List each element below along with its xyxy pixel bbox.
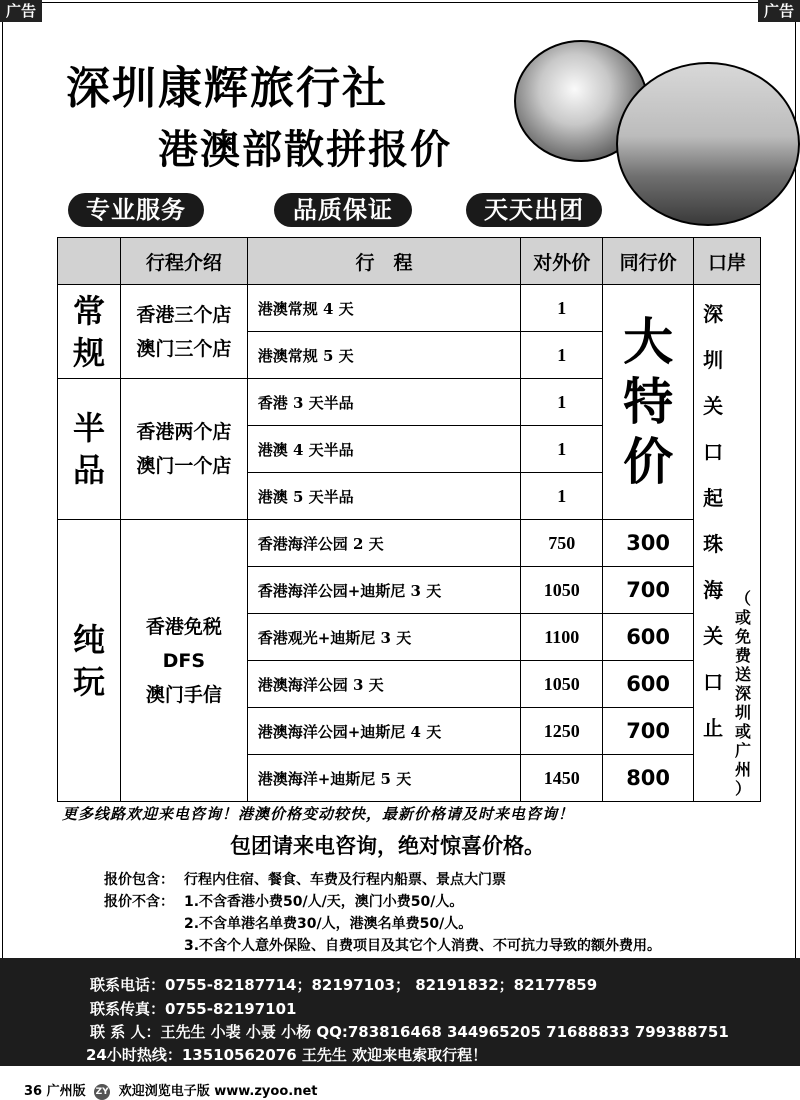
- contact-phone: 联系电话：0755-82187714；82197103； 82191832；82177859: [90, 976, 598, 994]
- page-footer: [24, 1080, 318, 1100]
- peer-price-cell: 300: [603, 520, 694, 567]
- port-note-char: 圳: [735, 703, 752, 722]
- public-price-cell: 1: [521, 426, 603, 473]
- peer-price-cell: 600: [603, 661, 694, 708]
- port-char: 圳: [703, 348, 724, 372]
- desc-line: 澳门一个店: [136, 455, 232, 477]
- quote-subtitle: 港澳部散拼报价: [158, 127, 452, 173]
- public-price-cell: 1050: [521, 661, 603, 708]
- special-price-cell: [603, 285, 694, 520]
- port-char: 口: [703, 440, 724, 464]
- special-char: 价: [623, 433, 674, 491]
- route-cell: 港澳 5 天半品: [247, 473, 521, 520]
- pill-daily-departure: 天天出团: [466, 193, 602, 227]
- agency-title: 深圳康辉旅行社: [66, 63, 388, 114]
- ad-label-right: 广告: [758, 0, 800, 22]
- include-label: 报价包含：: [104, 872, 174, 888]
- port-note-char: 或: [735, 722, 752, 741]
- exclude-label: 报价不含：: [104, 894, 174, 910]
- magazine-logo-icon: ZY: [94, 1084, 110, 1100]
- port-note-char: 送: [735, 665, 752, 684]
- port-note-char: 或: [735, 608, 752, 627]
- port-note-char: （: [735, 589, 752, 608]
- public-price-cell: 1450: [521, 755, 603, 802]
- port-char: 海: [703, 578, 724, 602]
- desc-half: [120, 379, 247, 520]
- port-char: 起: [703, 486, 724, 510]
- port-note-char: 广: [735, 741, 752, 760]
- public-price-cell: 1: [521, 379, 603, 426]
- route-cell: 港澳海洋公园+迪斯尼 4 天: [247, 708, 521, 755]
- public-price-cell: 750: [521, 520, 603, 567]
- desc-pure: [120, 520, 247, 802]
- category-char: 规: [72, 333, 105, 372]
- contact-fax: 联系传真：0755-82197101: [90, 1000, 297, 1018]
- port-char: 止: [703, 716, 724, 740]
- public-price-cell: 1: [521, 473, 603, 520]
- desc-line: 澳门三个店: [136, 337, 232, 360]
- port-char: 口: [703, 670, 724, 694]
- route-cell: 港澳常规 5 天: [247, 332, 521, 379]
- peer-price-cell: 800: [603, 755, 694, 802]
- port-note-char: 深: [735, 684, 752, 703]
- exclude-text: 1.不含香港小费50/人/天，澳门小费50/人。: [184, 894, 464, 910]
- route-cell: 港澳 4 天半品: [247, 426, 521, 473]
- pill-quality-assurance: 品质保证: [274, 193, 412, 227]
- desc-line: 澳门手信: [145, 683, 222, 706]
- contact-person: 联 系 人：王先生 小裴 小聂 小杨 QQ:783816468 344965205 71688833 799388751: [90, 1023, 729, 1041]
- port-cell: [694, 285, 761, 802]
- port-char: 深: [703, 302, 724, 326]
- port-char: 关: [703, 624, 724, 648]
- public-price-cell: 1: [521, 285, 603, 332]
- header-route: 行 程: [247, 238, 521, 285]
- desc-line: 香港免税: [145, 615, 222, 638]
- category-char: 纯: [72, 620, 105, 659]
- port-note: [732, 589, 754, 798]
- port-note-char: ）: [735, 779, 752, 798]
- category-pure: [58, 520, 121, 802]
- page-number: 36: [24, 1084, 43, 1099]
- header-blank: [58, 238, 121, 285]
- special-char: 大: [623, 313, 674, 371]
- include-text: 行程内住宿、餐食、车费及行程内船票、景点大门票: [184, 872, 506, 888]
- table-row: [58, 520, 761, 567]
- route-cell: 香港 3 天半品: [247, 379, 521, 426]
- desc-line: 香港两个店: [136, 421, 232, 443]
- category-char: 半: [72, 409, 105, 447]
- price-table: [57, 237, 761, 802]
- edition-label: 广州版: [46, 1084, 86, 1099]
- public-price-cell: 1250: [521, 708, 603, 755]
- route-cell: 港澳常规 4 天: [247, 285, 521, 332]
- route-cell: 港澳海洋公园 3 天: [247, 661, 521, 708]
- port-char: 关: [703, 394, 724, 418]
- pill-professional-service: 专业服务: [68, 193, 204, 227]
- route-cell: 香港海洋公园+迪斯尼 3 天: [247, 567, 521, 614]
- desc-regular: [120, 285, 247, 379]
- route-cell: 香港观光+迪斯尼 3 天: [247, 614, 521, 661]
- price-exclude-line-3: 3.不含个人意外保险、自费项目及其它个人消费、不可抗力导致的额外费用。: [184, 938, 662, 954]
- port-note-char: 州: [735, 760, 752, 779]
- peer-price-cell: 600: [603, 614, 694, 661]
- category-char: 常: [72, 291, 105, 330]
- contact-hotline: 24小时热线：13510562076 王先生 欢迎来电索取行程！: [86, 1046, 488, 1064]
- port-note-char: 免: [735, 627, 752, 646]
- header-peer-price: 同行价: [603, 238, 694, 285]
- public-price-cell: 1050: [521, 567, 603, 614]
- category-regular: [58, 285, 121, 379]
- ad-label-left: 广告: [0, 0, 42, 22]
- public-price-cell: 1100: [521, 614, 603, 661]
- contact-panel: [0, 958, 800, 1066]
- port-char: 珠: [703, 532, 724, 556]
- desc-line: 香港三个店: [136, 303, 232, 326]
- port-note-char: 费: [735, 646, 752, 665]
- table-row: [58, 285, 761, 332]
- table-header-row: [58, 238, 761, 285]
- header-port: 口岸: [694, 238, 761, 285]
- peer-price-cell: 700: [603, 567, 694, 614]
- footer-website: 欢迎浏览电子版 www.zyoo.net: [118, 1084, 318, 1099]
- special-char: 特: [623, 373, 674, 431]
- disney-castle-photo: [616, 62, 800, 226]
- group-tour-line: 包团请来电咨询，绝对惊喜价格。: [230, 833, 545, 858]
- price-exclude-line-2: 2.不含单港名单费30/人，港澳名单费50/人。: [184, 916, 473, 932]
- public-price-cell: 1: [521, 332, 603, 379]
- header-intro: 行程介绍: [120, 238, 247, 285]
- price-exclude-line-1: [104, 891, 463, 911]
- category-char: 品: [72, 451, 105, 489]
- peer-price-cell: 700: [603, 708, 694, 755]
- price-change-notice: 更多线路欢迎来电咨询！港澳价格变动较快，最新价格请及时来电咨询！: [62, 805, 575, 823]
- route-cell: 港澳海洋+迪斯尼 5 天: [247, 755, 521, 802]
- port-text: [698, 291, 728, 751]
- route-cell: 香港海洋公园 2 天: [247, 520, 521, 567]
- category-char: 玩: [72, 662, 105, 701]
- desc-line: DFS: [162, 649, 206, 672]
- price-include-line: [104, 869, 506, 889]
- header-public-price: 对外价: [521, 238, 603, 285]
- category-half: [58, 379, 121, 520]
